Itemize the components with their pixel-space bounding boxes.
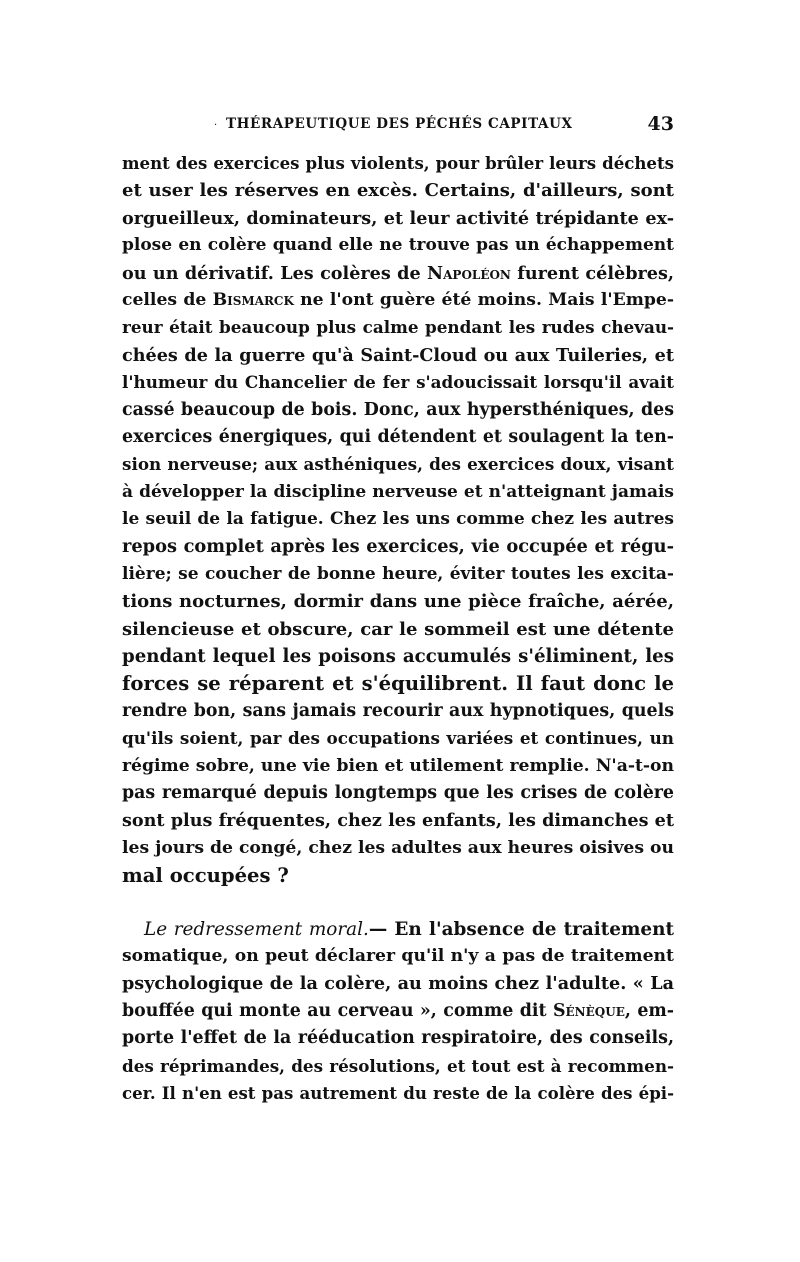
text-line: cassé beaucoup de bois. Donc, aux hypersthéniques, des [122,399,674,420]
text-line: repos complet après les exercices, vie occupée et régu- [122,536,674,558]
page-number: 43 [647,113,674,135]
text-line: tions nocturnes, dormir dans une pièce fraîche, aérée, [122,591,674,613]
proper-name: Napoléon [427,262,511,284]
text-line: plose en colère quand elle ne trouve pas un échappement [122,235,674,256]
paragraph-1 [122,150,674,890]
text-line: ment des exercices plus violents, pour brûler leurs déchets [122,153,674,173]
text-line [122,916,674,943]
paragraph-2 [122,916,674,1108]
text-line: l'humeur du Chancelier de fer s'adoucissait lorsqu'il avait [122,372,674,393]
text-line: régime sobre, une vie bien et utilement remplie. N'a-t-on [122,755,674,776]
body-text [122,150,674,1107]
text-line: exercices énergiques, qui détendent et soulagent la ten- [122,426,674,447]
text-line: cer. Il n'en est pas autrement du reste de la colère des épi- [122,1082,674,1103]
text-line: les jours de congé, chez les adultes aux heures oisives ou [122,837,674,858]
text-line: reur était beaucoup plus calme pendant les rudes chevau- [122,317,674,338]
proper-name: Sénèque [552,1000,625,1021]
text-line: à développer la discipline nerveuse et n'atteignant jamais [122,481,674,502]
header-dot-mark: · [214,120,218,131]
text-line: porte l'effet de la rééducation respiratoire, des conseils, [122,1028,674,1049]
text-line: le seuil de la fatigue. Chez les uns comme chez les autres [122,509,674,530]
text-line: des réprimandes, des résolutions, et tout est à recommen- [122,1055,674,1076]
text-line: lière; se coucher de bonne heure, éviter toutes les excita- [122,563,674,584]
section-heading: Le redressement moral. [144,918,369,940]
text-line: et user les réserves en excès. Certains, d'ailleurs, sont [122,180,674,202]
text-line: sion nerveuse; aux asthéniques, des exercices doux, visant [122,454,674,475]
text-line: somatique, on peut déclarer qu'il n'y a pas de traitement [122,945,674,966]
paragraph-gap [122,890,674,916]
text-line: mal occupées ? [122,864,289,888]
text-line: ou un dérivatif. Les colères de Napoléon furent célèbres, [122,262,674,284]
text-line: celles de Bismarck ne l'ont guère été moins. Mais l'Empe- [122,289,675,310]
text-line: chées de la guerre qu'à Saint-Cloud ou aux Tuileries, et [122,344,674,366]
text-line: rendre bon, sans jamais recourir aux hypnotiques, quels [122,700,674,721]
text-line: forces se réparent et s'équilibrent. Il faut donc le [122,672,674,696]
heading-line-rest: — En l'absence de traitement [368,918,674,940]
proper-name: Bismarck [212,289,294,310]
running-header [122,113,674,138]
text-line: sont plus fréquentes, chez les enfants, les dimanches et [122,810,674,832]
text-line: orgueilleux, dominateurs, et leur activité trépidante ex- [122,207,674,229]
text-line: psychologique de la colère, au moins chez l'adulte. « La [122,973,674,995]
text-line: bouffée qui monte au cerveau », comme dit Sénèque, em- [122,1000,675,1021]
running-title: THÉRAPEUTIQUE DES PÉCHÉS CAPITAUX [226,116,573,132]
text-line: pas remarqué depuis longtemps que les crises de colère [122,782,674,803]
text-line: qu'ils soient, par des occupations variées et continues, un [122,728,674,749]
text-line: pendant lequel les poisons accumulés s'éliminent, les [122,646,674,668]
text-line: silencieuse et obscure, car le sommeil est une détente [122,618,674,640]
